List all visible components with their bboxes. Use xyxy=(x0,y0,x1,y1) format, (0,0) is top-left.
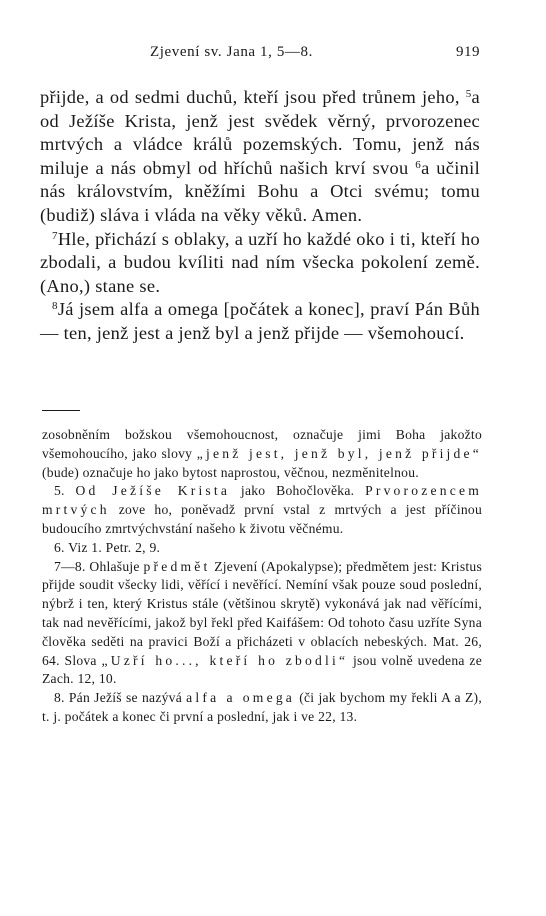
page-number: 919 xyxy=(456,44,480,60)
note-text: (bude) označuje ho jako bytost naprostou, věčnou, nezměnitelnou. xyxy=(42,464,419,480)
note-text: (či jak bychom my řekli A a Z), t. j. počátek a konec či první a poslední, jak i ve 22, 13. xyxy=(42,690,482,724)
note-text: zosobněním božskou všemohoucnost, označuje jimi Boha jakožto všemohoucího, jako slovy xyxy=(42,427,482,461)
note-text: 8. Pán Ježíš se nazývá xyxy=(54,690,187,706)
note-verse-5 xyxy=(42,482,482,538)
verse-number: 5 xyxy=(465,88,472,100)
note-spaced-text: „jenž jest, jenž byl, jenž přijde“ xyxy=(196,445,482,461)
page-header xyxy=(40,44,480,68)
verse-text: a učinil nás královstvím, kněžími Bohu a Otci svému; tomu (budiž) sláva i vláda na věky věků. Amen. xyxy=(40,157,480,225)
note-text: Zjevení (Apokalypse); předmětem jest: Kristus přijde soudit všecky lidi, věřící i nevěřící. Nemíní však pouze soud poslední, nýbrž i ten, který Kristus stále (většinou skrytě) vykonává jak nad věřícími, tak nad nevěřícími, jakož byl řekl před Kaifášem: Od tohoto času uzříte Syna člověka seděti na pravici Boží a přicházeti v oblacích nebeských. Mat. 26, 64. Slova xyxy=(42,558,482,668)
note-verse-8 xyxy=(42,689,482,727)
note-text: 7—8. Ohlašuje xyxy=(54,558,144,574)
commentary-notes xyxy=(42,426,482,727)
note-verse-6 xyxy=(42,539,482,558)
note-text: jako Bohočlověka. xyxy=(230,483,366,499)
verse-paragraph-4-6 xyxy=(40,86,480,228)
main-text xyxy=(40,86,480,346)
note-text: jsou volně uvedena ze Zach. 12, 10. xyxy=(42,652,482,687)
verse-text: přijde, a od sedmi duchů, kteří jsou před trůnem jeho, xyxy=(40,87,466,107)
footnote-divider xyxy=(42,410,80,411)
note-spaced-text: „Uzří ho..., kteří ho zbodli“ xyxy=(101,652,349,668)
verse-paragraph-8 xyxy=(40,298,480,345)
verse-text: a od Ježíše Krista, jenž jest svědek věrný, prvorozenec mrtvých a vládce králů pozemských. Tomu, jenž nás miluje a nás obmyl od hříchů našich krví svou xyxy=(40,87,480,178)
note-text: 5. xyxy=(54,483,76,499)
note-spaced-text: Od Ježíše Krista xyxy=(75,483,231,499)
note-continued xyxy=(42,426,482,482)
note-text: 6. Viz 1. Petr. 2, 9. xyxy=(54,539,161,555)
verse-paragraph-7 xyxy=(40,228,480,299)
note-spaced-text: předmět xyxy=(143,558,211,574)
running-head: Zjevení sv. Jana 1, 5—8. xyxy=(150,44,313,60)
note-spaced-text: Prvorozencem mrtvých xyxy=(42,483,482,518)
verse-number: 8 xyxy=(52,300,58,313)
note-spaced-text: alfa a omega xyxy=(186,690,296,706)
verse-text: Já jsem alfa a omega [počátek a konec], praví Pán Bůh — ten, jenž jest a jenž byl a jenž přijde — všemohoucí. xyxy=(40,299,480,343)
note-text: zove ho, poněvadž první vstal z mrtvých a jest příčinou budoucího zmrtvýchvstání našeho k životu věčnému. xyxy=(42,502,482,536)
verse-text: Hle, přichází s oblaky, a uzří ho každé oko i ti, kteří ho zbodali, a budou kvíliti nad ním všecka pokolení země. (Ano,) stane se. xyxy=(40,228,480,296)
verse-number: 6 xyxy=(415,158,422,171)
note-verse-7-8 xyxy=(42,558,482,690)
verse-number: 7 xyxy=(52,229,58,242)
